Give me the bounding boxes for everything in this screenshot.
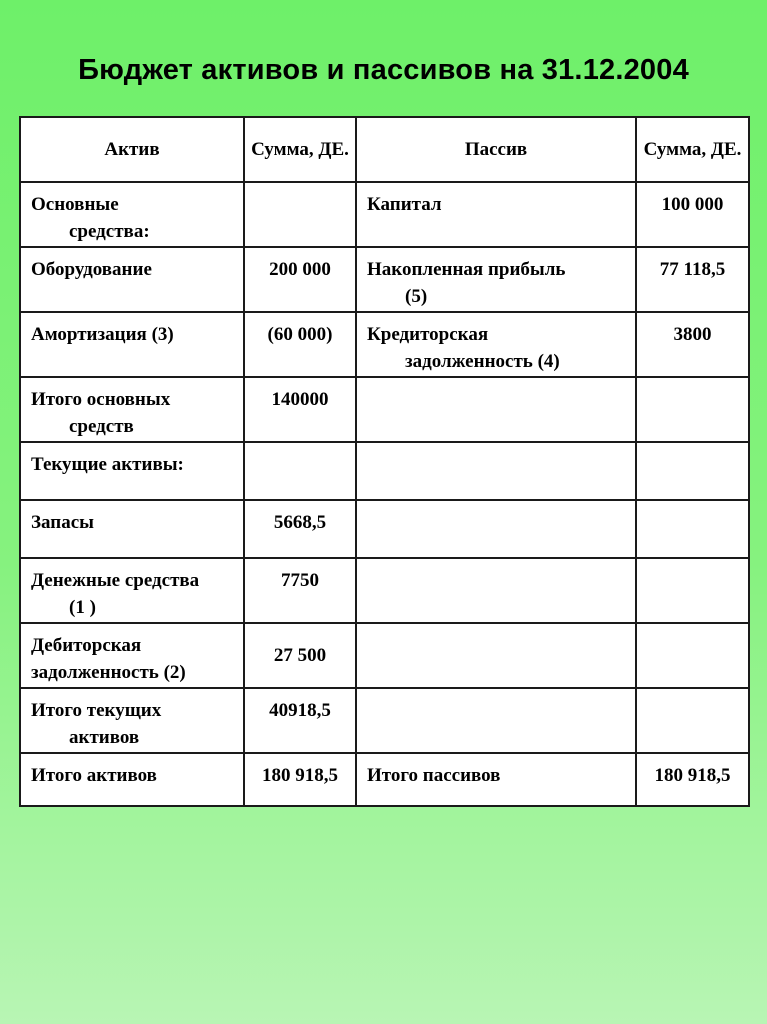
asset-label: Итого текущих xyxy=(31,700,162,721)
liability-label-cont: (5) xyxy=(405,286,428,307)
asset-sum: 40918,5 xyxy=(244,688,356,753)
table-row xyxy=(20,558,749,623)
liability-cell xyxy=(356,558,636,623)
asset-label-cont: средств xyxy=(69,416,134,437)
liability-cell xyxy=(356,377,636,442)
liability-cell xyxy=(356,623,636,688)
asset-sum xyxy=(244,182,356,247)
asset-sum: 200 000 xyxy=(244,247,356,312)
liability-sum: 77 118,5 xyxy=(636,247,749,312)
table-row-total xyxy=(20,753,749,806)
asset-cell xyxy=(20,247,244,312)
table-row xyxy=(20,377,749,442)
asset-label: Основные xyxy=(31,194,119,215)
asset-sum: 140000 xyxy=(244,377,356,442)
liability-sum xyxy=(636,500,749,558)
liability-cell xyxy=(356,688,636,753)
asset-cell xyxy=(20,558,244,623)
asset-label: Итого активов xyxy=(31,765,157,786)
liability-sum: 100 000 xyxy=(636,182,749,247)
asset-sum: 5668,5 xyxy=(244,500,356,558)
header-liability-sum: Сумма, ДЕ. xyxy=(636,117,749,182)
liability-cell xyxy=(356,312,636,377)
asset-cell xyxy=(20,312,244,377)
liability-label: Накопленная прибыль xyxy=(367,259,566,280)
liability-sum xyxy=(636,558,749,623)
liability-cell xyxy=(356,500,636,558)
asset-sum: 180 918,5 xyxy=(244,753,356,806)
liability-sum: 3800 xyxy=(636,312,749,377)
asset-label: Денежные средства xyxy=(31,570,200,591)
asset-label-cont: (1 ) xyxy=(69,597,96,618)
table-row xyxy=(20,442,749,500)
liability-sum xyxy=(636,688,749,753)
asset-cell xyxy=(20,442,244,500)
liability-cell xyxy=(356,182,636,247)
liability-cell xyxy=(356,753,636,806)
table-row xyxy=(20,247,749,312)
table-row xyxy=(20,500,749,558)
asset-label: Амортизация (3) xyxy=(31,324,174,345)
asset-cell xyxy=(20,377,244,442)
header-liability: Пассив xyxy=(356,117,636,182)
liability-sum xyxy=(636,377,749,442)
asset-sum: 27 500 xyxy=(244,623,356,688)
liability-sum xyxy=(636,623,749,688)
liability-label: Итого пассивов xyxy=(367,765,501,786)
liability-label: Кредиторская xyxy=(367,324,489,345)
table-row xyxy=(20,623,749,688)
header-asset: Актив xyxy=(20,117,244,182)
asset-cell xyxy=(20,753,244,806)
asset-sum: (60 000) xyxy=(244,312,356,377)
asset-label-cont: средства: xyxy=(69,221,150,242)
liability-sum xyxy=(636,442,749,500)
liability-cell xyxy=(356,442,636,500)
asset-label: Запасы xyxy=(31,512,94,533)
asset-label: Итого основных xyxy=(31,389,171,410)
liability-cell xyxy=(356,247,636,312)
liability-sum: 180 918,5 xyxy=(636,753,749,806)
asset-label-cont: задолженность (2) xyxy=(31,662,186,683)
asset-cell xyxy=(20,182,244,247)
table-row xyxy=(20,312,749,377)
liability-label-cont: задолженность (4) xyxy=(405,351,560,372)
table-row xyxy=(20,182,749,247)
page-title: Бюджет активов и пассивов на 31.12.2004 xyxy=(78,54,689,86)
asset-cell xyxy=(20,688,244,753)
asset-label: Дебиторская xyxy=(31,635,142,656)
asset-cell xyxy=(20,623,244,688)
asset-sum xyxy=(244,442,356,500)
header-asset-sum: Сумма, ДЕ. xyxy=(244,117,356,182)
table-header-row xyxy=(20,117,749,182)
budget-table xyxy=(19,116,750,807)
asset-sum: 7750 xyxy=(244,558,356,623)
asset-label: Текущие активы: xyxy=(31,454,184,475)
asset-label: Оборудование xyxy=(31,259,152,280)
table-row xyxy=(20,688,749,753)
liability-label: Капитал xyxy=(367,194,442,215)
asset-cell xyxy=(20,500,244,558)
asset-label-cont: активов xyxy=(69,727,140,748)
